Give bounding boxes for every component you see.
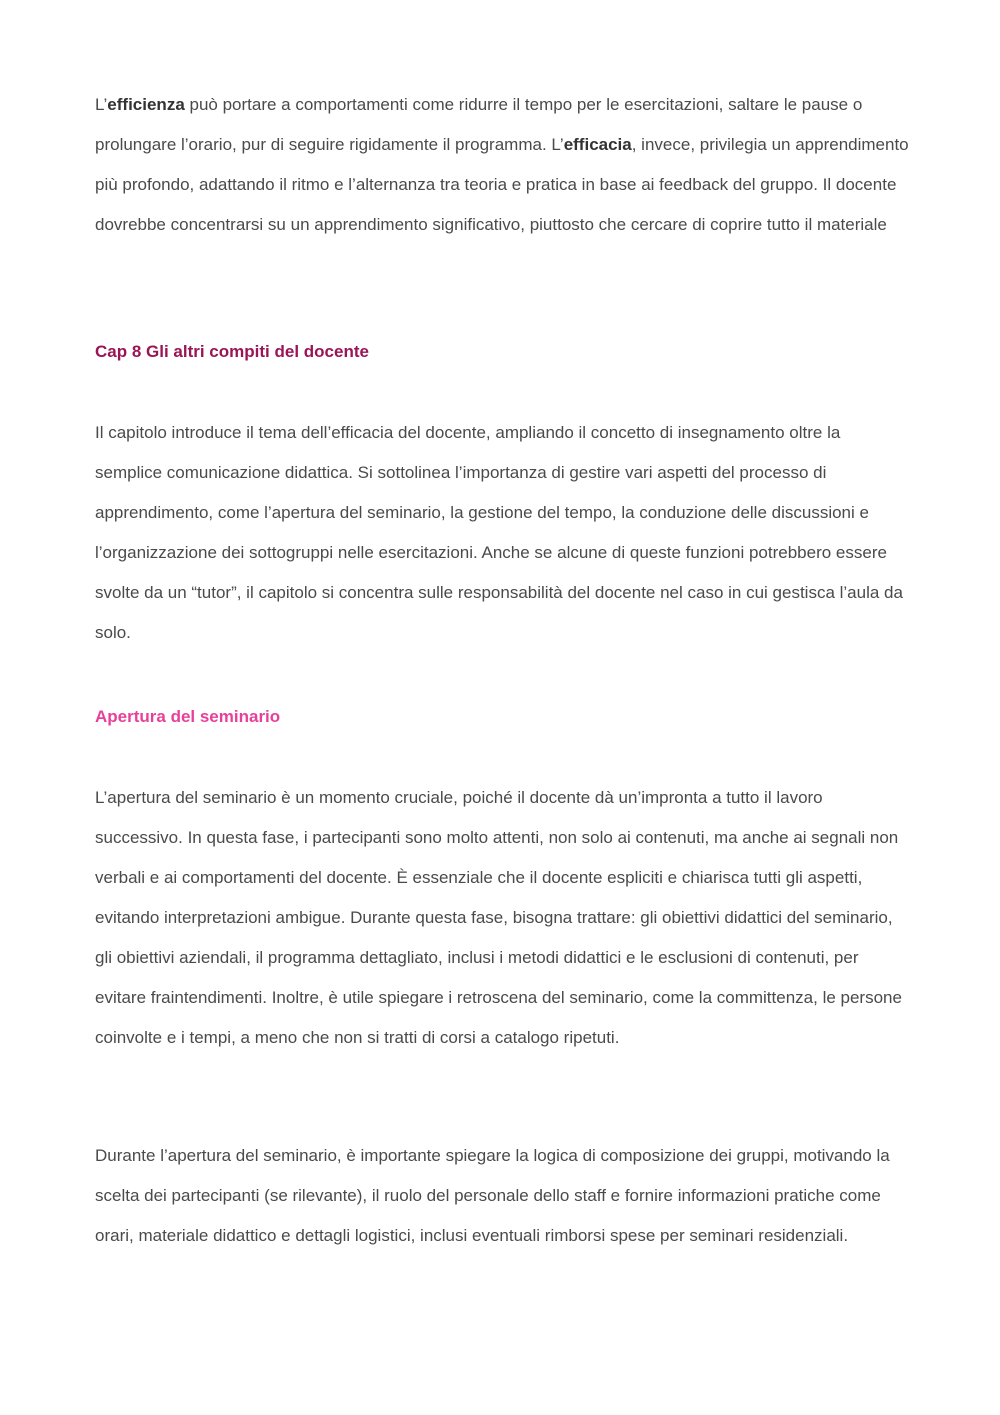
- intro-suffix: , invece, privilegia un apprendimento più profondo, adattando il ritmo e l’alternanza tra teoria e pratica in base ai feedback del gruppo. Il docente dovrebbe concentrarsi su un apprendimento significativo, piuttosto che cercare di coprire tutto il materiale: [95, 135, 909, 234]
- chapter-heading: Cap 8 Gli altri compiti del docente: [95, 342, 369, 361]
- term-efficacia: efficacia: [563, 135, 632, 154]
- term-efficienza: efficienza: [107, 95, 185, 114]
- section-paragraph-1: L’apertura del seminario è un momento cruciale, poiché il docente dà un’impronta a tutto il lavoro successivo. In questa fase, i partecipanti sono molto attenti, non solo ai contenuti, ma anche ai segnali non verbali e ai comportamenti del docente. È essenziale che il docente espliciti e chiarisca tutti gli aspetti, evitando interpretazioni ambigue. Durante questa fase, bisogna trattare: gli obiettivi didattici del seminario, gli obiettivi aziendali, il programma dettagliato, inclusi i metodi didattici e le esclusioni di contenuti, per evitare fraintendimenti. Inoltre, è utile spiegare i retroscena del seminario, come la committenza, le persone coinvolte e i tempi, a meno che non si tratti di corsi a catalogo ripetuti.: [95, 788, 902, 1047]
- intro-prefix: L’: [95, 95, 108, 114]
- chapter-paragraph: Il capitolo introduce il tema dell’efficacia del docente, ampliando il concetto di insegnamento oltre la semplice comunicazione didattica. Si sottolinea l’importanza di gestire vari aspetti del processo di apprendimento, come l’apertura del seminario, la gestione del tempo, la conduzione delle discussioni e l’organizzazione dei sottogruppi nelle esercitazioni. Anche se alcune di queste funzioni potrebbero essere svolte da un “tutor”, il capitolo si concentra sulle responsabilità del docente nel caso in cui gestisca l’aula da solo.: [95, 423, 903, 642]
- intro-paragraph: [95, 85, 910, 245]
- section-heading: Apertura del seminario: [95, 707, 281, 726]
- section-paragraph-2: Durante l’apertura del seminario, è importante spiegare la logica di composizione dei gruppi, motivando la scelta dei partecipanti (se rilevante), il ruolo del personale dello staff e fornire informazioni pratiche come orari, materiale didattico e dettagli logistici, inclusi eventuali rimborsi spese per seminari residenziali.: [95, 1146, 890, 1245]
- intro-middle: può portare a comportamenti come ridurre il tempo per le esercitazioni, saltare le pause o prolungare l’orario, pur di seguire rigidamente il programma. L’: [95, 95, 863, 154]
